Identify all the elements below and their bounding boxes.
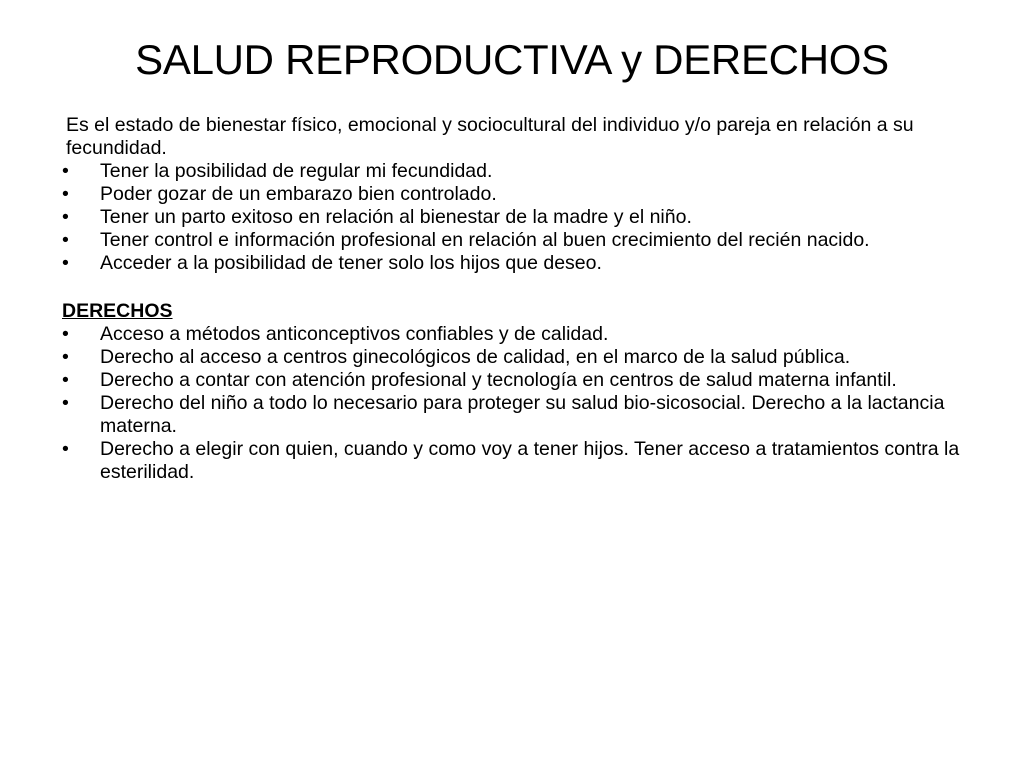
list-item	[62, 323, 962, 346]
list-item	[62, 392, 962, 438]
slide-body	[62, 114, 962, 484]
list-item	[62, 369, 962, 392]
list-item-text: Acceder a la posibilidad de tener solo los hijos que deseo.	[100, 252, 602, 274]
list-item-text: Derecho al acceso a centros ginecológicos de calidad, en el marco de la salud pública.	[100, 346, 851, 368]
list-item	[62, 160, 962, 183]
list-item-text: Poder gozar de un embarazo bien controlado.	[100, 183, 497, 205]
list-item-text: Derecho a elegir con quien, cuando y como voy a tener hijos. Tener acceso a tratamientos contra la esterilidad.	[100, 438, 960, 483]
list-item	[62, 438, 962, 484]
list-item	[62, 252, 962, 275]
bullet-icon: •	[62, 323, 69, 345]
bullet-icon: •	[62, 438, 69, 460]
list-item-text: Tener control e información profesional en relación al buen crecimiento del recién nacido.	[100, 229, 870, 251]
bullet-icon: •	[62, 346, 69, 368]
bullet-icon: •	[62, 183, 69, 205]
bullet-icon: •	[62, 252, 69, 274]
list-item-text: Derecho a contar con atención profesional y tecnología en centros de salud materna infantil.	[100, 369, 897, 391]
intro-paragraph: Es el estado de bienestar físico, emocional y sociocultural del individuo y/o pareja en relación a su fecundidad.	[66, 114, 914, 159]
bullet-icon: •	[62, 369, 69, 391]
bullet-icon: •	[62, 160, 69, 182]
list-item	[62, 206, 962, 229]
bullet-icon: •	[62, 392, 69, 414]
list-item	[62, 183, 962, 206]
bullet-icon: •	[62, 229, 69, 251]
list-item-text: Acceso a métodos anticonceptivos confiables y de calidad.	[100, 323, 609, 345]
bullet-icon: •	[62, 206, 69, 228]
list-item-text: Derecho del niño a todo lo necesario para proteger su salud bio-sicosocial. Derecho a la lactancia materna.	[100, 392, 945, 437]
slide-title: SALUD REPRODUCTIVA y DERECHOS	[135, 36, 889, 83]
list-item-text: Tener un parto exitoso en relación al bienestar de la madre y el niño.	[100, 206, 692, 228]
list-item	[62, 229, 962, 252]
list-item-text: Tener la posibilidad de regular mi fecundidad.	[100, 160, 493, 182]
rights-list	[62, 323, 962, 484]
reproductive-health-list	[62, 160, 962, 275]
section-heading-derechos: DERECHOS	[62, 300, 173, 322]
list-item	[62, 346, 962, 369]
